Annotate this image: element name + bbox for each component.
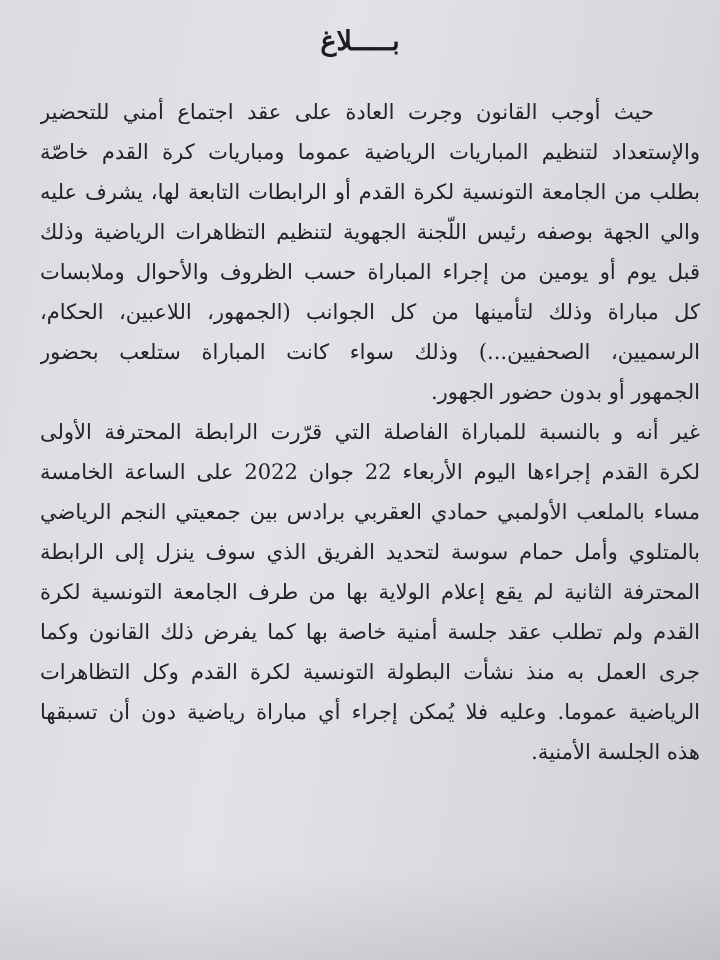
paragraph-1-line: الجمهور أو بدون حضور الجهور.: [430, 380, 700, 404]
paragraph-2-line: هذه الجلسة الأمنية.: [531, 740, 700, 764]
paragraph-2-line: غير أنه و بالنسبة للمباراة الفاصلة التي قرّرت الرابطة المحترفة الأولى: [40, 420, 700, 444]
document-body: [40, 92, 700, 772]
paragraph-2-line: لكرة القدم إجراءها اليوم الأربعاء 22 جوان 2022 على الساعة الخامسة: [40, 460, 700, 484]
paragraph-1-line: حيث أوجب القانون وجرت العادة على عقد اجتماع أمني للتحضير: [40, 100, 654, 124]
paragraph-1-line: والي الجهة بوصفه رئيس اللّجنة الجهوية لتنظيم التظاهرات الرياضية وذلك: [40, 220, 700, 244]
paragraph-1-line: بطلب من الجامعة التونسية لكرة القدم أو الرابطات التابعة لها، يشرف عليه: [40, 180, 700, 204]
paragraph-2-line: القدم ولم تطلب عقد جلسة أمنية خاصة بها كما يفرض ذلك القانون وكما: [40, 620, 700, 644]
paragraph-2-line: المحترفة الثانية لم يقع إعلام الولاية بها من طرف الجامعة التونسية لكرة: [40, 580, 700, 604]
document-title: بـــــلاغ: [320, 26, 400, 57]
paragraph-2-line: جرى العمل به منذ نشأت البطولة التونسية لكرة القدم وكل التظاهرات: [40, 660, 700, 684]
paragraph-1-line: الرسميين، الصحفيين...) وذلك سواء كانت المباراة ستلعب بحضور: [40, 340, 700, 364]
paragraph-2-line: بالمتلوي وأمل حمام سوسة لتحديد الفريق الذي سوف ينزل إلى الرابطة: [40, 540, 700, 564]
paragraph-1-line: كل مباراة وذلك لتأمينها من كل الجوانب (الجمهور، اللاعبين، الحكام،: [40, 300, 700, 324]
paragraph-2-line: مساء بالملعب الأولمبي حمادي العقربي برادس بين جمعيتي النجم الرياضي: [40, 500, 700, 524]
paragraph-1-line: والإستعداد لتنظيم المباريات الرياضية عموما ومباريات كرة القدم خاصّة: [40, 140, 700, 164]
paragraph-1-line: قبل يوم أو يومين من إجراء المباراة حسب الظروف والأحوال وملابسات: [40, 260, 700, 284]
paragraph-2-line: الرياضية عموما. وعليه فلا يُمكن إجراء أي مباراة رياضية دون أن تسبقها: [40, 700, 700, 724]
